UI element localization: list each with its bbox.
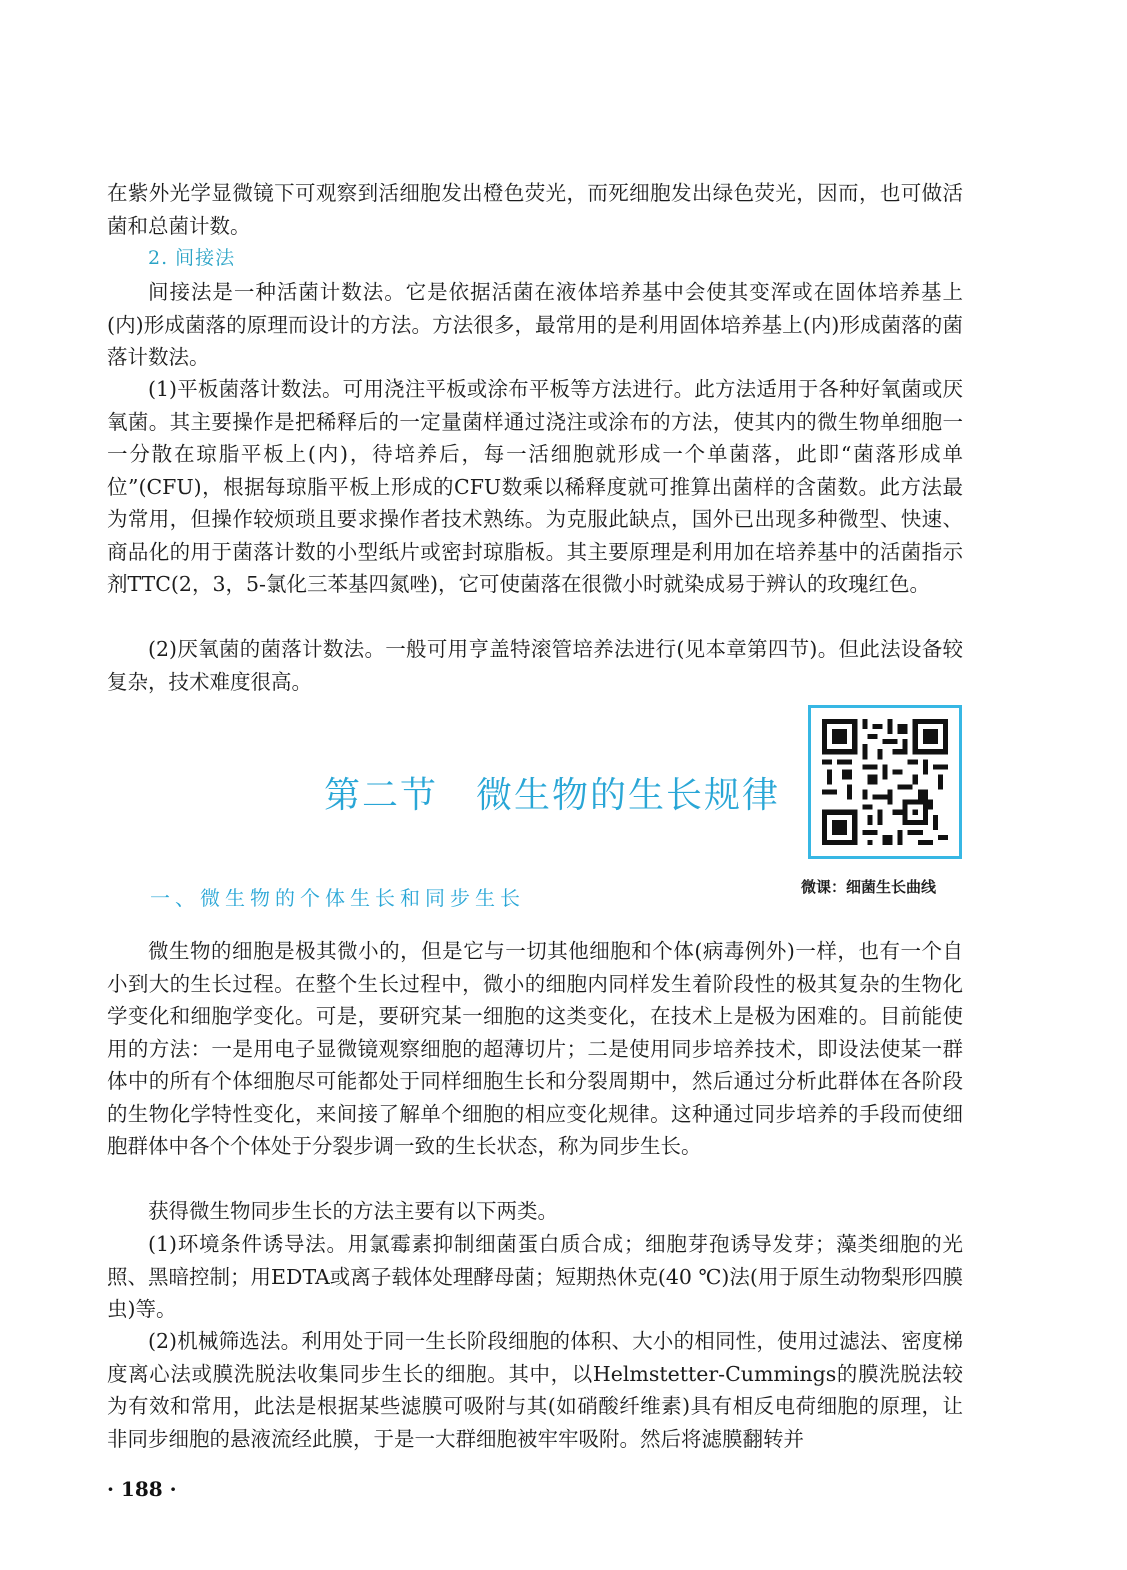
- page-number: · 188 ·: [107, 1477, 177, 1501]
- paragraph-plate-count: (1)平板菌落计数法。可用浇注平板或涂布平板等方法进行。此方法适用于各种好氧菌或厌氧菌。其主要操作是把稀释后的一定量菌样通过浇注或涂布的方法，使其内的微生物单细胞一一分散在琼脂平板上(内)，待培养后，每一活细胞就形成一个单菌落，此即“菌落形成单位”(CFU)，根据每琼脂平板上形成的CFU数乘以稀释度就可推算出菌样的含菌数。此方法最为常用，但操作较烦琐且要求操作者技术熟练。为克服此缺点，国外已出现多种微型、快速、商品化的用于菌落计数的小型纸片或密封琼脂板。其主要原理是利用加在培养基中的活菌指示剂TTC(2，3，5-氯化三苯基四氮唑)，它可使菌落在很微小时就染成易于辨认的玫瑰红色。: [107, 377, 963, 596]
- qr-caption: 微课：细菌生长曲线: [801, 878, 937, 896]
- qr-code-icon: [822, 719, 948, 845]
- paragraph-synchronous-growth: 微生物的细胞是极其微小的，但是它与一切其他细胞和个体(病毒例外)一样，也有一个自小到大的生长过程。在整个生长过程中，微小的细胞内同样发生着阶段性的极其复杂的生物化学变化和细胞学变化。可是，要研究某一细胞的这类变化，在技术上是极为困难的。目前能使用的方法：一是用电子显微镜观察细胞的超薄切片；二是使用同步培养技术，即设法使某一群体中的所有个体细胞尽可能都处于同样细胞生长和分裂周期中，然后通过分析此群体在各阶段的生物化学特性变化，来间接了解单个细胞的相应变化规律。这种通过同步培养的手段而使细胞群体中各个个体处于分裂步调一致的生长状态，称为同步生长。: [107, 939, 963, 1158]
- subheading-indirect-method: 2. 间接法: [148, 247, 236, 269]
- section-title: 第二节 微生物的生长规律: [324, 775, 781, 816]
- paragraph-methods-intro: 获得微生物同步生长的方法主要有以下两类。: [148, 1199, 558, 1223]
- paragraph-anaerobic-count: (2)厌氧菌的菌落计数法。一般可用亨盖特滚管培养法进行(见本章第四节)。但此法设备较复杂，技术难度很高。: [107, 637, 963, 694]
- paragraph-fluorescence: 在紫外光学显微镜下可观察到活细胞发出橙色荧光，而死细胞发出绿色荧光，因而，也可做活菌和总菌计数。: [107, 181, 963, 238]
- heading-individual-growth: 一、微生物的个体生长和同步生长: [150, 886, 525, 910]
- paragraph-indirect-method: 间接法是一种活菌计数法。它是依据活菌在液体培养基中会使其变浑或在固体培养基上(内)形成菌落的原理而设计的方法。方法很多，最常用的是利用固体培养基上(内)形成菌落的菌落计数法。: [107, 280, 963, 369]
- qr-code[interactable]: [808, 705, 962, 859]
- paragraph-selection-method: (2)机械筛选法。利用处于同一生长阶段细胞的体积、大小的相同性，使用过滤法、密度梯度离心法或膜洗脱法收集同步生长的细胞。其中，以Helmstetter-Cummings的膜洗脱法较为有效和常用，此法是根据某些滤膜可吸附与其(如硝酸纤维素)具有相反电荷细胞的原理，让非同步细胞的悬液流经此膜，于是一大群细胞被牢牢吸附。然后将滤膜翻转并: [107, 1329, 963, 1451]
- paragraph-induction-method: (1)环境条件诱导法。用氯霉素抑制细菌蛋白质合成；细胞芽孢诱导发芽；藻类细胞的光照、黑暗控制；用EDTA或离子载体处理酵母菌；短期热休克(40 ℃)法(用于原生动物梨形四膜虫)等。: [107, 1232, 963, 1321]
